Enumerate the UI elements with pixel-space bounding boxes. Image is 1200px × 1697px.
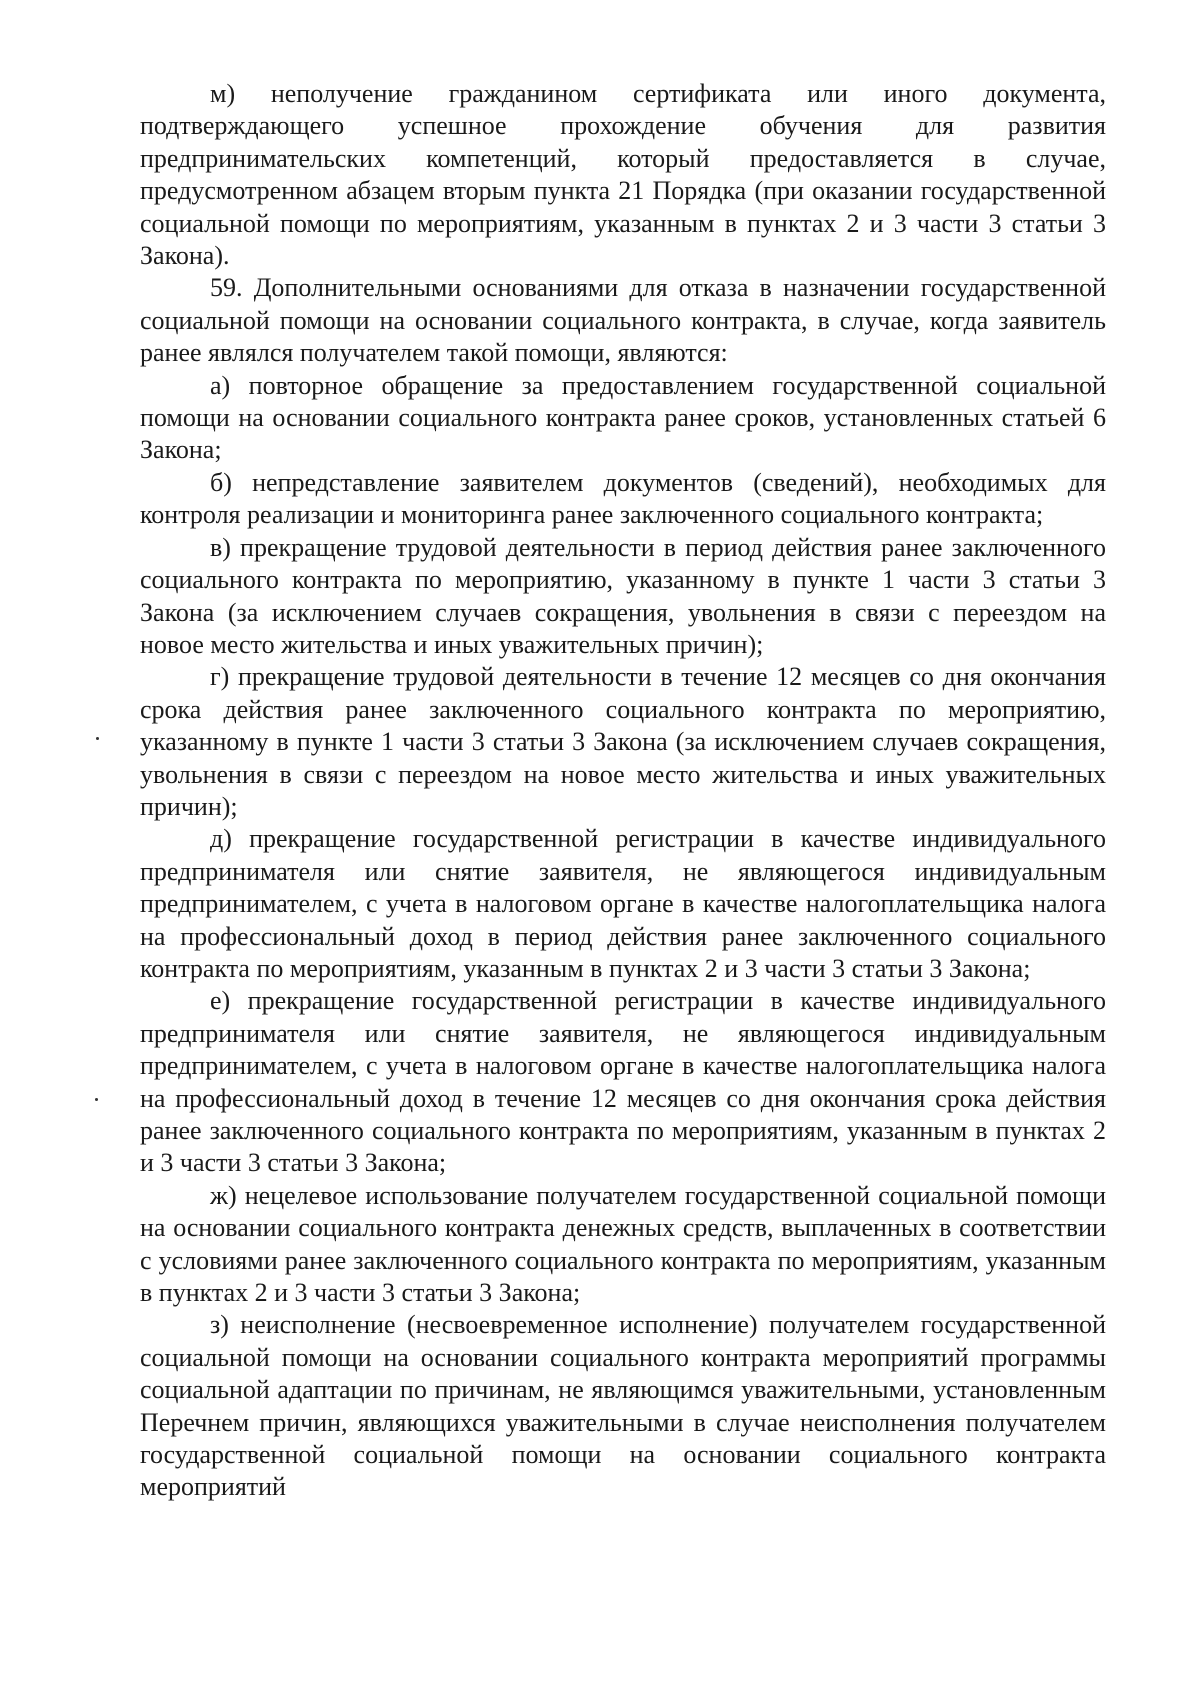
- scan-speck: [95, 1098, 98, 1101]
- scan-speck: [96, 737, 99, 740]
- paragraph-z: з) неисполнение (несвоевременное исполнение) получателем государственной социальной помощи на основании социального контракта мероприятий программы социальной адаптации по причинам, не являющимся уважительными, установленным Перечнем причин, являющихся уважительными в случае неисполнения получателем государственной социальной помощи на основании социального контракта мероприятий: [140, 1310, 1106, 1502]
- paragraph-b: б) непредставление заявителем документов (сведений), необходимых для контроля реализации и мониторинга ранее заключенного социального контракта;: [140, 467, 1106, 530]
- paragraph-d: д) прекращение государственной регистрации в качестве индивидуального предпринимателя или снятие заявителя, не являющегося индивидуальным предпринимателем, с учета в налоговом органе в качестве налогоплательщика налога на профессиональный доход в период действия ранее заключенного социального контракта по мероприятиям, указанным в пунктах 2 и 3 части 3 статьи 3 Закона;: [140, 824, 1106, 983]
- paragraph-g: г) прекращение трудовой деятельности в течение 12 месяцев со дня окончания срока действия ранее заключенного социального контракта по мероприятию, указанному в пункте 1 части 3 статьи 3 Закона (за исключением случаев сокращения, увольнения в связи с переездом на новое место жительства и иных уважительных причин);: [140, 662, 1106, 821]
- document-body: [140, 78, 1106, 1504]
- paragraph-a: а) повторное обращение за предоставлением государственной социальной помощи на основании социального контракта ранее сроков, установленных статьей 6 Закона;: [140, 370, 1106, 465]
- paragraph-e: е) прекращение государственной регистрации в качестве индивидуального предпринимателя или снятие заявителя, не являющегося индивидуальным предпринимателем, с учета в налоговом органе в качестве налогоплательщика налога на профессиональный доход в течение 12 месяцев со дня окончания срока действия ранее заключенного социального контракта по мероприятиям, указанным в пунктах 2 и 3 части 3 статьи 3 Закона;: [140, 986, 1106, 1178]
- paragraph-v: в) прекращение трудовой деятельности в период действия ранее заключенного социального контракта по мероприятию, указанному в пункте 1 части 3 статьи 3 Закона (за исключением случаев сокращения, увольнения в связи с переездом на новое место жительства и иных уважительных причин);: [140, 532, 1106, 659]
- paragraph-zh: ж) нецелевое использование получателем государственной социальной помощи на основании социального контракта денежных средств, выплаченных в соответствии с условиями ранее заключенного социального контракта по мероприятиям, указанным в пунктах 2 и 3 части 3 статьи 3 Закона;: [140, 1180, 1106, 1308]
- paragraph-m: м) неполучение гражданином сертификата или иного документа, подтверждающего успешное прохождение обучения для развития предпринимательских компетенций, который предоставляется в случае, предусмотренном абзацем вторым пункта 21 Порядка (при оказании государственной социальной помощи по мероприятиям, указанным в пунктах 2 и 3 части 3 статьи 3 Закона).: [140, 79, 1106, 271]
- paragraph-59: 59. Дополнительными основаниями для отказа в назначении государственной социальной помощи на основании социального контракта, в случае, когда заявитель ранее являлся получателем такой помощи, являются:: [140, 273, 1106, 368]
